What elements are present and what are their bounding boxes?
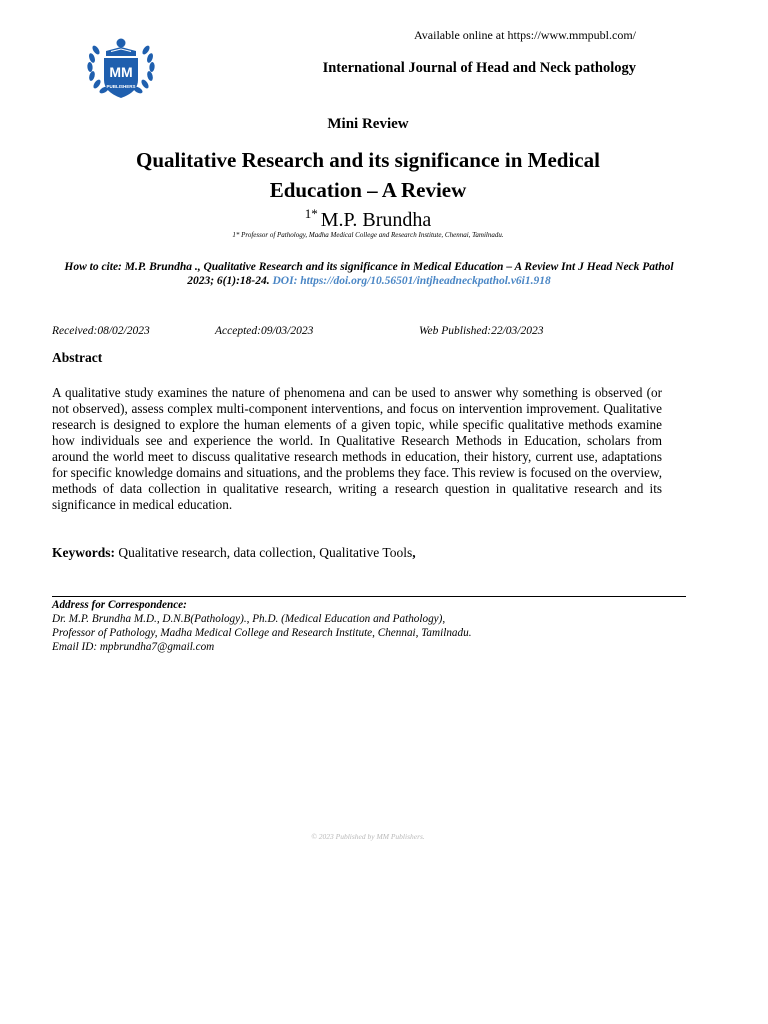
citation-text: How to cite: M.P. Brundha ., Qualitative Research and its significance in Medical Education – A Review Int J Head Neck Pathol 2023; 6(1):18-24. bbox=[64, 261, 674, 287]
logo-monogram: MM bbox=[109, 64, 133, 80]
logo-subtext: PUBLISHERS bbox=[106, 84, 136, 89]
correspondence-line-1: Dr. M.P. Brundha M.D., D.N.B(Pathology)., Ph.D. (Medical Education and Pathology), bbox=[52, 613, 446, 625]
published-date: Web Published:22/03/2023 bbox=[419, 325, 544, 337]
author-affiliation: 1* Professor of Pathology, Madha Medical College and Research Institute, Chennai, Tamilnadu. bbox=[232, 231, 504, 239]
author-marker: 1* bbox=[304, 206, 318, 221]
correspondence-line-2: Professor of Pathology, Madha Medical College and Research Institute, Chennai, Tamilnadu. bbox=[52, 627, 472, 639]
correspondence-divider bbox=[52, 596, 686, 597]
correspondence-email: Email ID: mpbrundha7@gmail.com bbox=[52, 641, 215, 653]
keywords-text: Qualitative research, data collection, Qualitative Tools bbox=[115, 545, 413, 560]
author-name: M.P. Brundha bbox=[320, 209, 432, 231]
title-line-1: Qualitative Research and its significance in Medical bbox=[136, 148, 600, 172]
laurel-emblem-icon bbox=[82, 36, 160, 100]
doi-link[interactable]: DOI: https://doi.org/10.56501/intjheadneckpathol.v6i1.918 bbox=[272, 275, 551, 287]
available-online-note: Available online at https://www.mmpubl.com/ bbox=[414, 28, 636, 42]
article-title bbox=[60, 145, 676, 205]
title-line-2: Education – A Review bbox=[269, 178, 467, 202]
abstract-heading: Abstract bbox=[52, 350, 103, 365]
article-type: Mini Review bbox=[327, 116, 409, 132]
abstract-text: A qualitative study examines the nature of phenomena and can be used to answer why something is observed (or not observed), assess complex multi-component interventions, and focus on intervention improvement. Qualitative research is designed to explore the human elements of a given topic, while specific qualitative methods examine how individuals see and experience the world. In Qualitative Research Methods in Education, scholars from around the world meet to discuss qualitative research methods in education, their history, current use, adaptations for specific knowledge domains and situations, and the problems they face. This review is focused on the overview, methods of data collection in qualitative research, writing a research question in qualitative research and its significance in medical education. bbox=[52, 385, 662, 512]
publisher-logo bbox=[82, 36, 160, 100]
keywords-trail: , bbox=[412, 545, 416, 560]
citation-block bbox=[54, 260, 684, 288]
correspondence-block bbox=[52, 598, 686, 654]
author-line bbox=[0, 206, 736, 232]
keywords bbox=[52, 545, 672, 561]
journal-name: International Journal of Head and Neck pathology bbox=[322, 60, 636, 76]
keywords-label: Keywords: bbox=[52, 545, 115, 560]
accepted-date: Accepted:09/03/2023 bbox=[215, 325, 314, 337]
correspondence-heading: Address for Correspondence: bbox=[52, 599, 187, 611]
copyright-footer: © 2023 Published by MM Publishers. bbox=[311, 832, 425, 841]
received-date: Received:08/02/2023 bbox=[52, 325, 150, 337]
